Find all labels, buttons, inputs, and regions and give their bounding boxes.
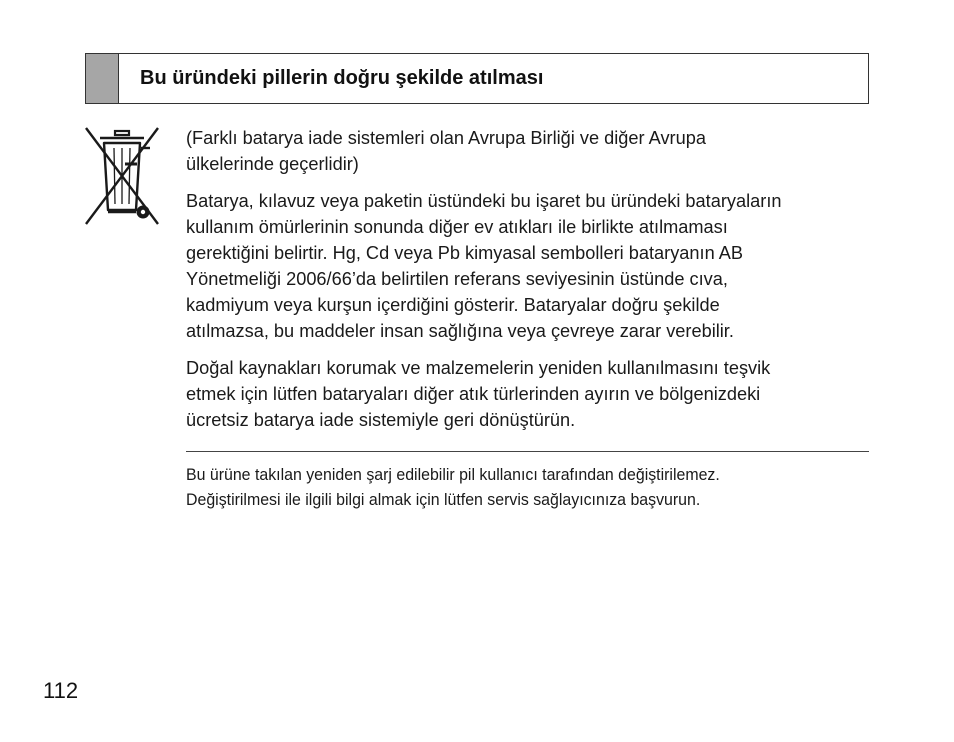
text-line: etmek için lütfen bataryaları diğer atık türlerinden ayırın ve bölgenizdeki (186, 384, 761, 404)
note-line: Bu ürüne takılan yeniden şarj edilebilir pil kullanıcı tarafından değiştirilemez. (186, 466, 720, 484)
text-line: (Farklı batarya iade sistemleri olan Avrupa Birliği ve diğer Avrupa (186, 128, 706, 148)
body-text (186, 125, 876, 444)
section-header (85, 53, 869, 104)
header-tab-marker (86, 54, 119, 103)
paragraph-recycling (186, 355, 876, 433)
text-line: Batarya, kılavuz veya paketin üstündeki bu işaret bu üründeki bataryaların (186, 191, 782, 211)
text-line: atılmazsa, bu maddeler insan sağlığına veya çevreye zarar verebilir. (186, 321, 734, 341)
crossed-out-wheelie-bin-icon (84, 126, 160, 226)
paragraph-symbol-meaning (186, 188, 876, 344)
page-number: 112 (43, 678, 79, 703)
section-title: Bu üründeki pillerin doğru şekilde atılması (140, 67, 544, 89)
text-line: kullanım ömürlerinin sonunda diğer ev atıkları ile birlikte atılmaması (186, 217, 728, 237)
text-line: ücretsiz batarya iade sistemiyle geri dönüştürün. (186, 410, 576, 430)
paragraph-scope (186, 125, 876, 177)
text-line: gerektiğini belirtir. Hg, Cd veya Pb kimyasal sembolleri bataryanın AB (186, 243, 743, 263)
text-line: Yönetmeliği 2006/66’da belirtilen referans seviyesinin üstünde cıva, (186, 269, 728, 289)
note-divider (186, 451, 869, 452)
text-line: kadmiyum veya kurşun içerdiğini gösterir. Bataryalar doğru şekilde (186, 295, 720, 315)
text-line: Doğal kaynakları korumak ve malzemelerin yeniden kullanılmasını teşvik (186, 358, 771, 378)
battery-note (186, 463, 855, 513)
note-line: Değiştirilmesi ile ilgili bilgi almak için lütfen servis sağlayıcınıza başvurun. (186, 491, 701, 509)
text-line: ülkelerinde geçerlidir) (186, 154, 359, 174)
